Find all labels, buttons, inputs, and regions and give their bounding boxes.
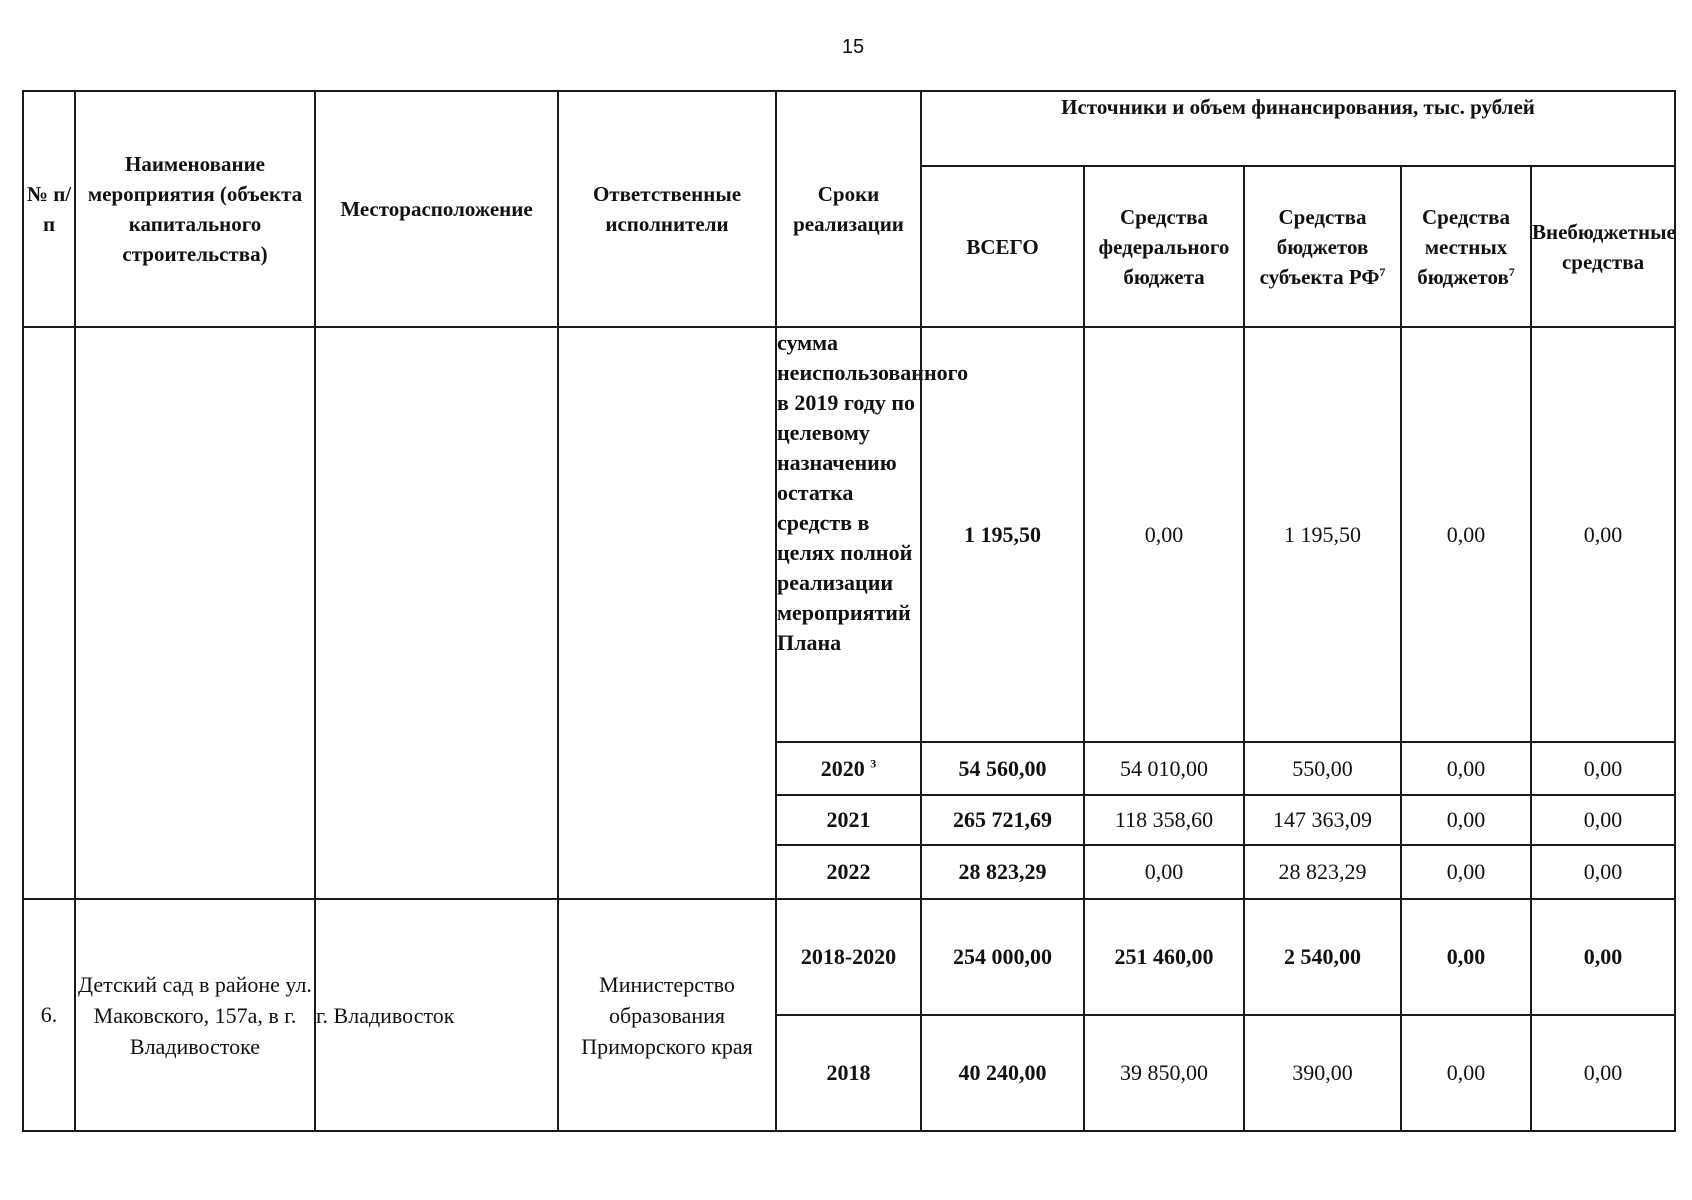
header-total: ВСЕГО (921, 166, 1084, 327)
local-cell: 0,00 (1401, 1015, 1531, 1131)
federal-cell: 251 460,00 (1084, 899, 1244, 1015)
federal-cell: 118 358,60 (1084, 795, 1244, 845)
item-location: г. Владивосток (315, 899, 558, 1131)
empty-cell (315, 327, 558, 899)
federal-cell: 0,00 (1084, 327, 1244, 742)
footnote-ref: 7 (1379, 264, 1386, 279)
table-row (23, 327, 1675, 742)
extra-cell: 0,00 (1531, 1015, 1675, 1131)
header-extra: Внебюджетные средства (1531, 166, 1675, 327)
term-cell: сумма неиспользованного в 2019 году по целевому назначению остатка средств в целях полной реализации мероприятий Плана (776, 327, 921, 742)
extra-cell: 0,00 (1531, 327, 1675, 742)
local-cell: 0,00 (1401, 742, 1531, 795)
subject-cell: 390,00 (1244, 1015, 1401, 1131)
subject-cell: 147 363,09 (1244, 795, 1401, 845)
header-num: № п/п (23, 91, 75, 327)
header-sources-group: Источники и объем финансирования, тыс. рублей (921, 91, 1675, 166)
term-cell (776, 742, 921, 795)
total-cell: 1 195,50 (921, 327, 1084, 742)
footnote-ref: 3 (870, 756, 877, 771)
footnote-ref: 7 (1508, 264, 1515, 279)
term-cell: 2021 (776, 795, 921, 845)
header-subject (1244, 166, 1401, 327)
total-cell: 254 000,00 (921, 899, 1084, 1015)
subject-cell: 28 823,29 (1244, 845, 1401, 899)
item-number: 6. (23, 899, 75, 1131)
local-cell: 0,00 (1401, 845, 1531, 899)
empty-cell (75, 327, 315, 899)
header-local-label: Средства местных бюджетов (1417, 204, 1510, 289)
item-executor: Министерство образования Приморского края (558, 899, 776, 1131)
total-cell: 265 721,69 (921, 795, 1084, 845)
extra-cell: 0,00 (1531, 795, 1675, 845)
total-cell: 54 560,00 (921, 742, 1084, 795)
total-cell: 40 240,00 (921, 1015, 1084, 1131)
local-cell: 0,00 (1401, 795, 1531, 845)
local-cell: 0,00 (1401, 899, 1531, 1015)
extra-cell: 0,00 (1531, 742, 1675, 795)
header-terms: Сроки реализации (776, 91, 921, 327)
header-name: Наименование мероприятия (объекта капитального строительства) (75, 91, 315, 327)
header-federal: Средства федерального бюджета (1084, 166, 1244, 327)
total-cell: 28 823,29 (921, 845, 1084, 899)
header-subject-label: Средства бюджетов субъекта РФ (1259, 204, 1380, 289)
term-label: 2020 (820, 755, 865, 781)
header-location: Месторасположение (315, 91, 558, 327)
term-cell: 2022 (776, 845, 921, 899)
empty-cell (558, 327, 776, 899)
federal-cell: 54 010,00 (1084, 742, 1244, 795)
extra-cell: 0,00 (1531, 845, 1675, 899)
page-number: 15 (841, 36, 865, 58)
term-cell: 2018 (776, 1015, 921, 1131)
item-name: Детский сад в районе ул. Маковского, 157а, в г. Владивостоке (75, 899, 315, 1131)
subject-cell: 2 540,00 (1244, 899, 1401, 1015)
header-executors: Ответственные исполнители (558, 91, 776, 327)
subject-cell: 550,00 (1244, 742, 1401, 795)
local-cell: 0,00 (1401, 327, 1531, 742)
financing-table (22, 90, 1676, 1132)
federal-cell: 39 850,00 (1084, 1015, 1244, 1131)
table-row (23, 899, 1675, 1015)
federal-cell: 0,00 (1084, 845, 1244, 899)
extra-cell: 0,00 (1531, 899, 1675, 1015)
header-row-1 (23, 91, 1675, 166)
term-cell: 2018-2020 (776, 899, 921, 1015)
subject-cell: 1 195,50 (1244, 327, 1401, 742)
empty-cell (23, 327, 75, 899)
header-local (1401, 166, 1531, 327)
